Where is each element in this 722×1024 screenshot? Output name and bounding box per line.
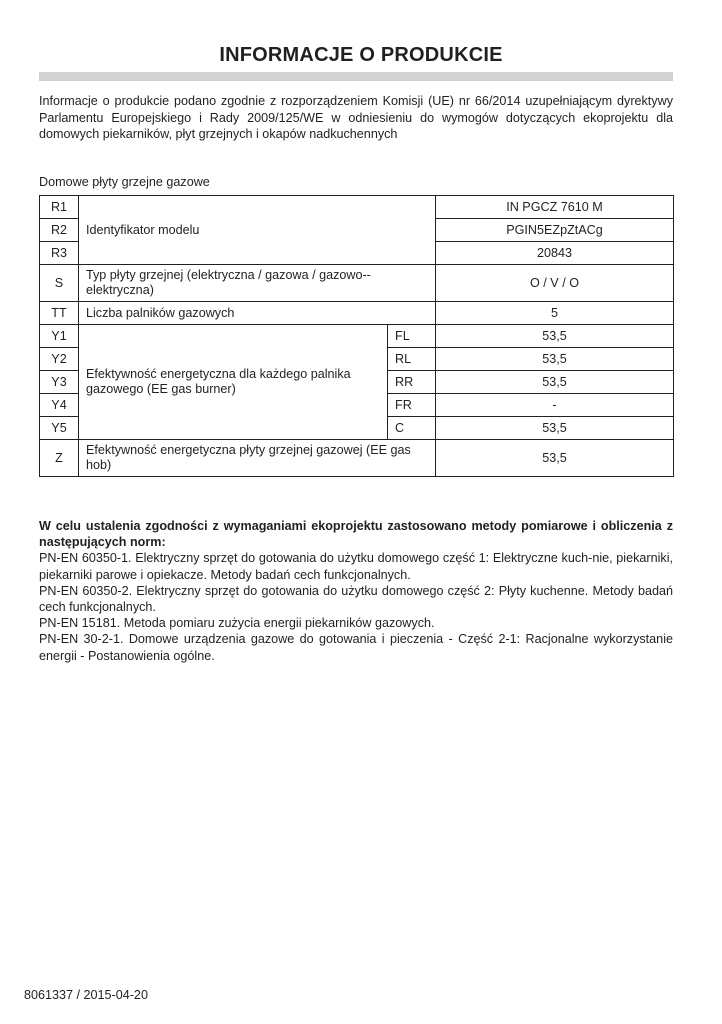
row-code: R3 (40, 242, 79, 265)
norm-item: PN-EN 30-2-1. Domowe urządzenia gazowe do gotowania i pieczenia - Część 2-1: Racjonalne wykorzystanie energii - Postanowienia ogólne. (39, 632, 673, 663)
burner-position: RR (388, 371, 436, 394)
row-code: R1 (40, 196, 79, 219)
hob-efficiency-label: Efektywność energetyczna płyty grzejnej gazowej (EE gas hob) (79, 440, 436, 477)
burner-efficiency-value: 53,5 (436, 325, 674, 348)
row-code: Y3 (40, 371, 79, 394)
intro-paragraph: Informacje o produkcie podano zgodnie z rozporządzeniem Komisji (UE) nr 66/2014 uzupełniającym dyrektywy Parlamentu Europejskiego i Rady 2009/125/WE w odniesieniu do wymogów dotyczących ekoprojektu dla domowych piekarników, płyt grzejnych i okapów nadkuchennych (39, 94, 673, 141)
row-code: Y5 (40, 417, 79, 440)
burner-efficiency-value: 53,5 (436, 417, 674, 440)
burner-efficiency-value: 53,5 (436, 348, 674, 371)
model-number-value: 20843 (436, 242, 674, 265)
row-code: Z (40, 440, 79, 477)
burner-efficiency-value: 53,5 (436, 371, 674, 394)
row-code: Y2 (40, 348, 79, 371)
norm-item: PN-EN 60350-2. Elektryczny sprzęt do gotowania do użytku domowego część 2: Płyty kuchenne. Metody badań cech funkcjonalnych. (39, 583, 673, 615)
burner-efficiency-value: - (436, 394, 674, 417)
table-row (40, 265, 674, 302)
row-code: R2 (40, 219, 79, 242)
burner-count-label: Liczba palników gazowych (79, 302, 436, 325)
row-code: TT (40, 302, 79, 325)
burner-position: RL (388, 348, 436, 371)
burner-position: FL (388, 325, 436, 348)
model-identifier-label: Identyfikator modelu (79, 196, 436, 265)
model-code-value: PGIN5EZpZtACg (436, 219, 674, 242)
hob-type-label: Typ płyty grzejnej (elektryczna / gazowa / gazowo--elektryczna) (79, 265, 436, 302)
table-row (40, 325, 674, 348)
page-title: INFORMACJE O PRODUKCIE (219, 44, 503, 66)
norms-heading: W celu ustalenia zgodności z wymaganiami ekoprojektu zastosowano metody pomiarowe i obliczenia z następujących norm: (39, 519, 673, 550)
title-underline-bar (39, 72, 673, 81)
table-caption: Domowe płyty grzejne gazowe (39, 175, 210, 189)
norm-item: PN-EN 15181. Metoda pomiaru zużycia energii piekarników gazowych. (39, 616, 435, 631)
hob-efficiency-value: 53,5 (436, 440, 674, 477)
table-row (40, 440, 674, 477)
row-code: S (40, 265, 79, 302)
document-footer-code: 8061337 / 2015-04-20 (24, 988, 148, 1002)
model-name-value: IN PGCZ 7610 M (436, 196, 674, 219)
hob-type-value: O / V / O (436, 265, 674, 302)
burner-count-value: 5 (436, 302, 674, 325)
burner-position: FR (388, 394, 436, 417)
norms-section (39, 518, 673, 664)
table-row (40, 302, 674, 325)
product-spec-table (39, 195, 674, 477)
burner-efficiency-label: Efektywność energetyczna dla każdego palnika gazowego (EE gas burner) (79, 325, 388, 440)
table-row (40, 196, 674, 219)
norm-item: PN-EN 60350-1. Elektryczny sprzęt do gotowania do użytku domowego część 1: Elektryczne kuch-nie, piekarniki, piekarniki parowe i opiekacze. Metody badań cech funkcjonalnych. (39, 551, 673, 582)
burner-position: C (388, 417, 436, 440)
row-code: Y4 (40, 394, 79, 417)
row-code: Y1 (40, 325, 79, 348)
